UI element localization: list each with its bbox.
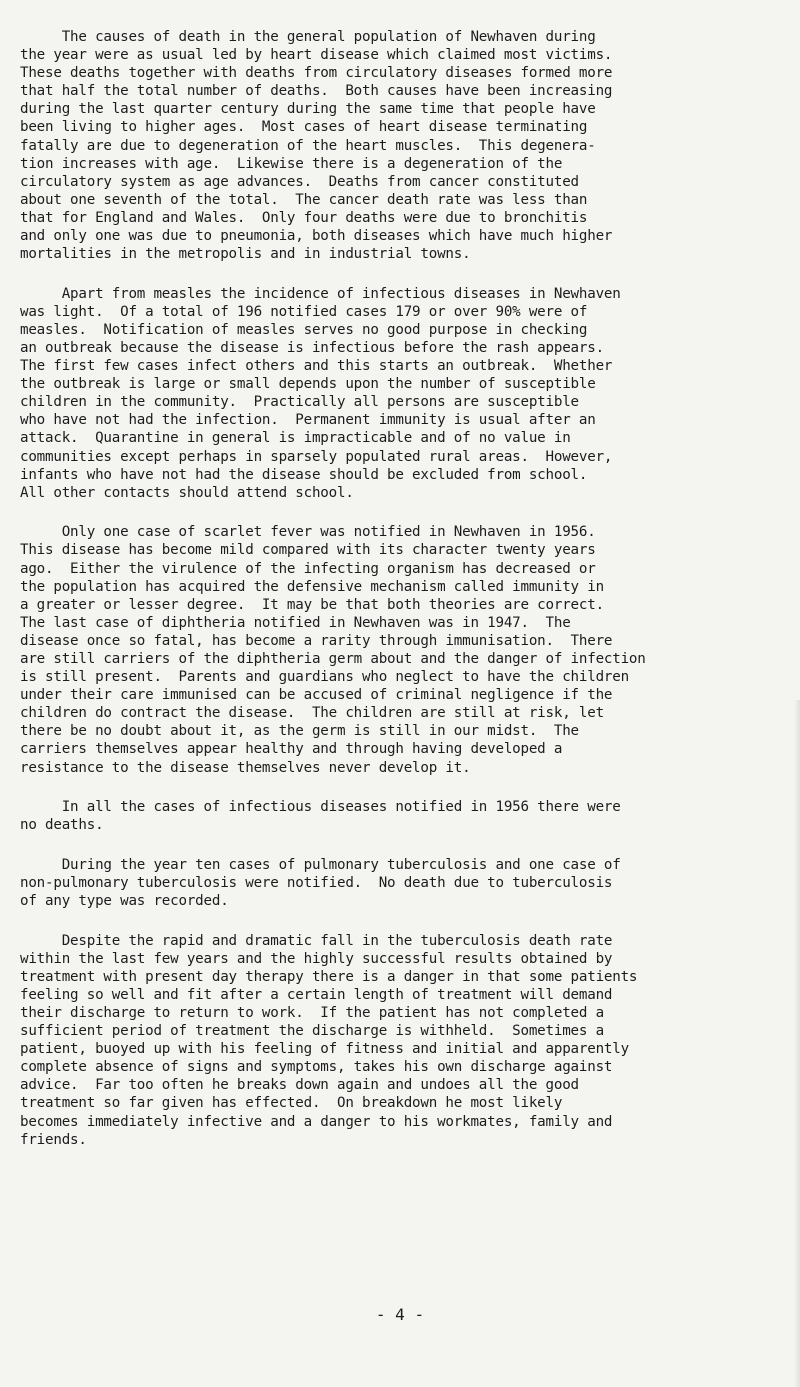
text-line: These deaths together with deaths from circulatory diseases formed more bbox=[20, 65, 613, 82]
text-line: sufficient period of treatment the discharge is withheld. Sometimes a bbox=[20, 1023, 604, 1040]
text-line: becomes immediately infective and a danger to his workmates, family and bbox=[20, 1113, 613, 1130]
paragraph bbox=[20, 798, 790, 834]
text-line: feeling so well and fit after a certain length of treatment will demand bbox=[20, 986, 613, 1003]
text-line: mortalities in the metropolis and in industrial towns. bbox=[20, 246, 471, 263]
text-line: treatment so far given has effected. On breakdown he most likely bbox=[20, 1095, 563, 1112]
text-line: who have not had the infection. Permanent immunity is usual after an bbox=[20, 412, 596, 429]
text-line: was light. Of a total of 196 notified cases 179 or over 90% were of bbox=[20, 303, 588, 320]
paragraph bbox=[20, 932, 790, 1149]
text-line: Apart from measles the incidence of infectious diseases in Newhaven bbox=[20, 285, 621, 302]
text-line: been living to higher ages. Most cases of heart disease terminating bbox=[20, 119, 588, 136]
text-line: during the last quarter century during the same time that people have bbox=[20, 101, 596, 118]
text-line: Despite the rapid and dramatic fall in the tuberculosis death rate bbox=[20, 932, 613, 949]
text-line: resistance to the disease themselves never develop it. bbox=[20, 759, 471, 776]
text-line: are still carriers of the diphtheria germ about and the danger of infection bbox=[20, 651, 646, 667]
text-line: children do contract the disease. The children are still at risk, let bbox=[20, 705, 604, 722]
text-line: treatment with present day therapy there is a danger in that some patients bbox=[20, 968, 638, 985]
scan-edge-shadow bbox=[794, 700, 800, 1387]
text-line: complete absence of signs and symptoms, takes his own discharge against bbox=[20, 1059, 613, 1076]
text-line: This disease has become mild compared with its character twenty years bbox=[20, 542, 596, 559]
text-line: circulatory system as age advances. Deaths from cancer constituted bbox=[20, 173, 579, 190]
text-line: a greater or lesser degree. It may be that both theories are correct. bbox=[20, 596, 604, 613]
text-line: The first few cases infect others and this starts an outbreak. Whether bbox=[20, 358, 613, 375]
text-line: no deaths. bbox=[20, 817, 104, 834]
text-line: within the last few years and the highly successful results obtained by bbox=[20, 950, 613, 967]
text-line: tion increases with age. Likewise there is a degeneration of the bbox=[20, 155, 563, 172]
paragraph bbox=[20, 523, 790, 776]
text-line: their discharge to return to work. If the patient has not completed a bbox=[20, 1005, 604, 1021]
text-line: advice. Far too often he breaks down again and undoes all the good bbox=[20, 1077, 579, 1094]
text-line: Only one case of scarlet fever was notified in Newhaven in 1956. bbox=[20, 524, 596, 541]
text-line: The causes of death in the general population of Newhaven during bbox=[20, 29, 596, 45]
text-line: an outbreak because the disease is infectious before the rash appears. bbox=[20, 340, 604, 356]
text-line: friends. bbox=[20, 1131, 87, 1148]
paragraph bbox=[20, 28, 790, 263]
text-line: the year were as usual led by heart disease which claimed most victims. bbox=[20, 47, 613, 64]
text-line: In all the cases of infectious diseases notified in 1956 there were bbox=[20, 799, 621, 816]
text-line: there be no doubt about it, as the germ is still in our midst. The bbox=[20, 723, 579, 740]
text-line: communities except perhaps in sparsely populated rural areas. However, bbox=[20, 448, 613, 465]
text-line: that half the total number of deaths. Both causes have been increasing bbox=[20, 83, 613, 100]
text-line: that for England and Wales. Only four deaths were due to bronchitis bbox=[20, 209, 588, 226]
paragraph bbox=[20, 285, 790, 502]
text-line: the population has acquired the defensive mechanism called immunity in bbox=[20, 578, 604, 595]
text-line: under their care immunised can be accused of criminal negligence if the bbox=[20, 687, 613, 704]
text-line: about one seventh of the total. The cancer death rate was less than bbox=[20, 191, 588, 208]
text-line: During the year ten cases of pulmonary tuberculosis and one case of bbox=[20, 856, 621, 873]
text-line: patient, buoyed up with his feeling of fitness and initial and apparently bbox=[20, 1041, 629, 1058]
text-line: All other contacts should attend school. bbox=[20, 484, 354, 501]
text-line: is still present. Parents and guardians who neglect to have the children bbox=[20, 669, 629, 686]
text-line: carriers themselves appear healthy and through having developed a bbox=[20, 741, 563, 758]
text-line: The last case of diphtheria notified in Newhaven was in 1947. The bbox=[20, 614, 571, 631]
text-line: and only one was due to pneumonia, both diseases which have much higher bbox=[20, 228, 613, 245]
text-line: the outbreak is large or small depends upon the number of susceptible bbox=[20, 376, 596, 393]
page-number: - 4 - bbox=[375, 1305, 425, 1324]
text-line: fatally are due to degeneration of the heart muscles. This degenera- bbox=[20, 137, 596, 154]
text-line: non-pulmonary tuberculosis were notified. No death due to tuberculosis bbox=[20, 874, 613, 891]
paragraph bbox=[20, 856, 790, 910]
text-line: children in the community. Practically all persons are susceptible bbox=[20, 394, 579, 411]
text-line: disease once so fatal, has become a rarity through immunisation. There bbox=[20, 632, 613, 649]
text-line: attack. Quarantine in general is impracticable and of no value in bbox=[20, 430, 571, 447]
text-line: infants who have not had the disease should be excluded from school. bbox=[20, 466, 588, 483]
body-text bbox=[20, 28, 790, 1170]
text-line: measles. Notification of measles serves no good purpose in checking bbox=[20, 321, 588, 338]
text-line: ago. Either the virulence of the infecting organism has decreased or bbox=[20, 560, 596, 577]
text-line: of any type was recorded. bbox=[20, 893, 229, 910]
